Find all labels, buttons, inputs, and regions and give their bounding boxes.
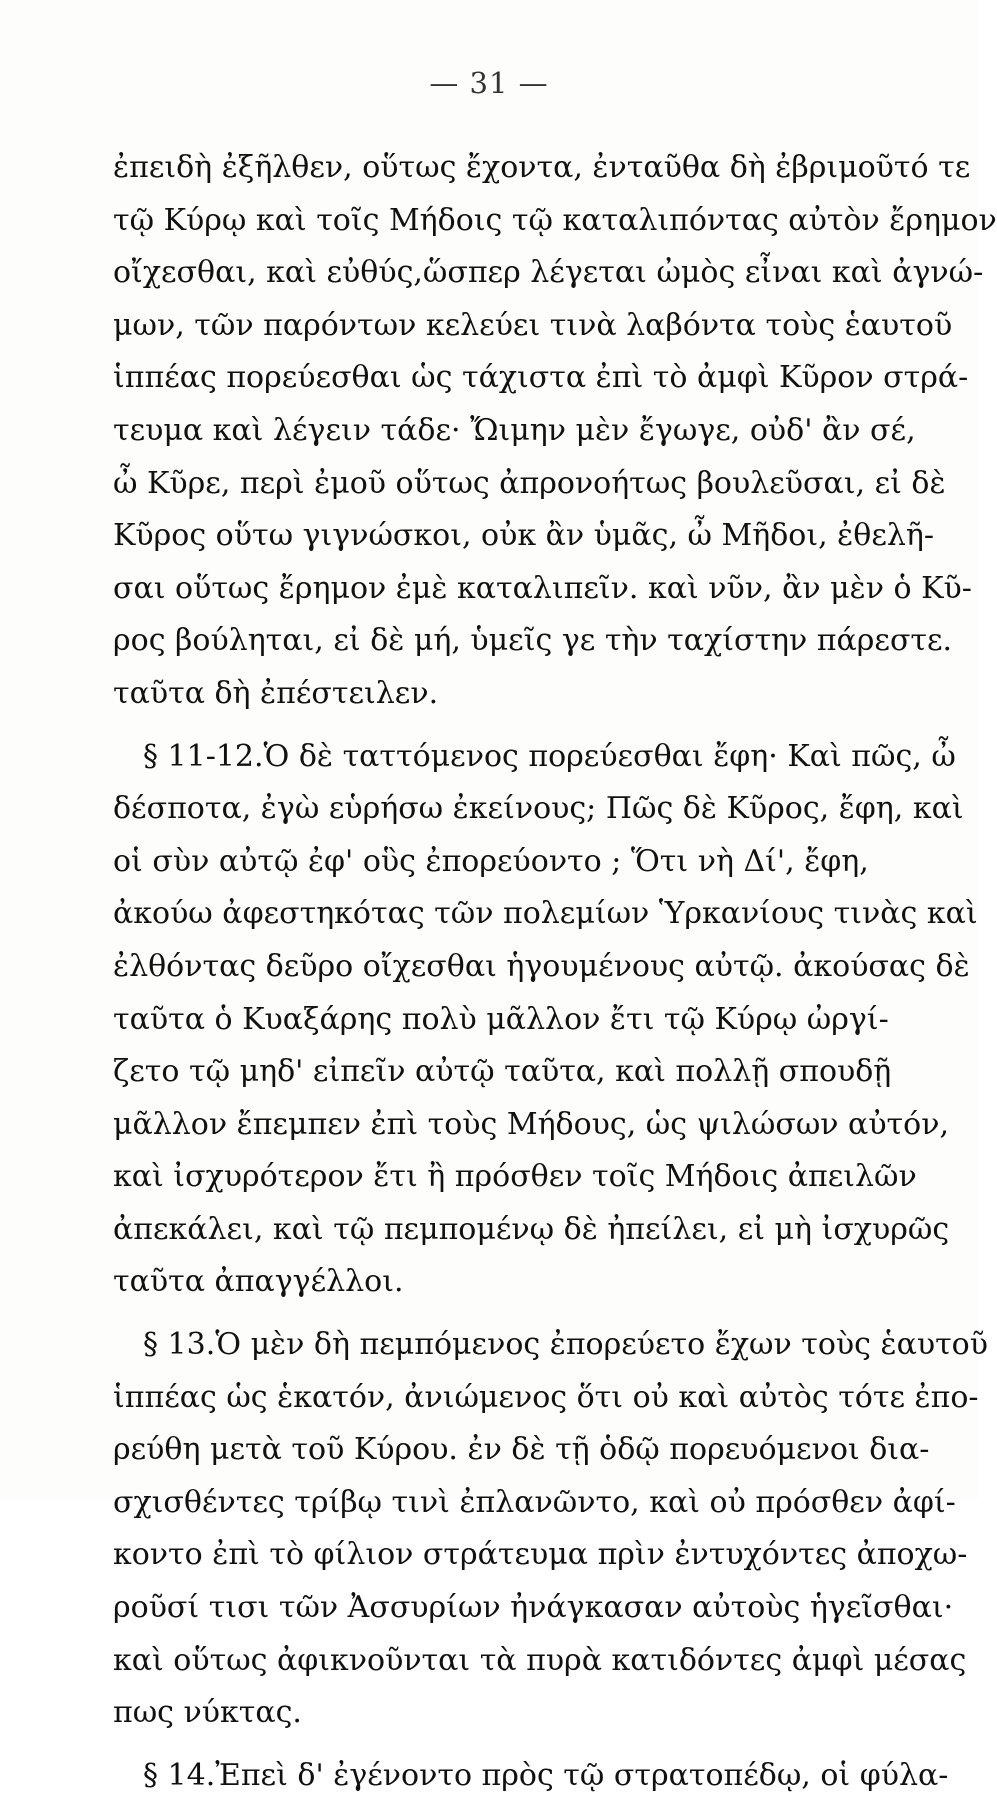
text-line: ζετο τῷ μηδ' εἰπεῖν αὐτῷ ταῦτα, καὶ πολλῇ σπουδῇ — [113, 1054, 892, 1090]
text-line: τῷ Κύρῳ καὶ τοῖς Μήδοις τῷ καταλιπόντας αὐτὸν ἔρημον — [113, 202, 997, 238]
text-line: σχισθέντες τρίβῳ τινὶ ἐπλανῶντο, καὶ οὐ πρόσθεν ἀφί- — [113, 1484, 956, 1520]
text-line: καὶ οὕτως ἀφικνοῦνται τὰ πυρὰ κατιδόντες ἀμφὶ μέσας — [113, 1642, 967, 1678]
text-line: οἱ σὺν αὐτῷ ἐφ' οὓς ἐπορεύοντο ; Ὅτι νὴ Δί', ἔφη, — [113, 843, 869, 879]
text-line: κοντο ἐπὶ τὸ φίλιον στράτευμα πρὶν ἐντυχόντες ἀποχω- — [113, 1537, 968, 1573]
text-line: ἐπειδὴ ἐξῆλθεν, οὕτως ἔχοντα, ἐνταῦθα δὴ ἐβριμοῦτό τε — [113, 150, 971, 185]
text-line: Κῦρος οὕτω γιγνώσκοι, οὐκ ἂν ὑμᾶς, ὦ Μῆδοι, ἐθελῆ- — [113, 518, 934, 554]
text-line: ταῦτα ὁ Κυαξάρης πολὺ μᾶλλον ἔτι τῷ Κύρῳ ὠργί- — [113, 1001, 889, 1037]
paragraph-end-line: ταῦτα δὴ ἐπέστειλεν. — [113, 675, 439, 711]
text-line: μων, τῶν παρόντων κελεύει τινὰ λαβόντα τοὺς ἑαυτοῦ — [113, 307, 953, 343]
text-line: δέσποτα, ἐγὼ εὑρήσω ἐκείνους; Πῶς δὲ Κῦρος, ἔφη, καὶ — [113, 791, 964, 827]
text-line: τευμα καὶ λέγειν τάδε· Ὤιμην μὲν ἔγωγε, οὐδ' ἂν σέ, — [113, 412, 916, 448]
text-line: ροῦσί τισι τῶν Ἀσσυρίων ἠνάγκασαν αὐτοὺς ἡγεῖσθαι· — [113, 1590, 954, 1626]
text-line: ἐλθόντας δεῦρο οἴχεσθαι ἡγουμένους αὐτῷ. ἀκούσας δὲ — [113, 948, 970, 984]
text-line: ἱππέας ὡς ἑκατόν, ἀνιώμενος ὅτι οὐ καὶ αὐτὸς τότε ἐπο- — [113, 1379, 979, 1415]
text-line: καὶ ἰσχυρότερον ἔτι ἢ πρόσθεν τοῖς Μήδοις ἀπειλῶν — [113, 1159, 917, 1195]
text-line: ὦ Κῦρε, περὶ ἐμοῦ οὕτως ἀπρονοήτως βουλεῦσαι, εἰ δὲ — [113, 465, 946, 501]
text-line: οἴχεσθαι, καὶ εὐθύς,ὥσπερ λέγεται ὠμὸς εἶναι καὶ ἀγνώ- — [113, 255, 984, 291]
text-line: ἱππέας πορεύεσθαι ὡς τάχιστα ἐπὶ τὸ ἀμφὶ Κῦρον στρά- — [113, 360, 969, 396]
body-text — [113, 142, 997, 1802]
text-line: ρος βούληται, εἰ δὲ μή, ὑμεῖς γε τὴν ταχίστην πάρεστε. — [113, 623, 953, 659]
page-number: — 31 — — [429, 66, 549, 100]
section-heading-line: § 11-12.Ὁ δὲ ταττόμενος πορεύεσθαι ἔφη· Καὶ πῶς, ὦ — [143, 738, 956, 774]
text-line: μᾶλλον ἔπεμπεν ἐπὶ τοὺς Μήδους, ὡς ψιλώσων αὐτόν, — [113, 1106, 949, 1142]
text-line: ἀκούω ἀφεστηκότας τῶν πολεμίων Ὑρκανίους τινὰς καὶ — [113, 896, 978, 932]
paragraph-end-line: ταῦτα ἀπαγγέλλοι. — [113, 1264, 404, 1300]
text-line: ρεύθη μετὰ τοῦ Κύρου. ἐν δὲ τῇ ὁδῷ πορευόμενοι δια- — [113, 1432, 930, 1468]
section-heading-line: § 13.Ὁ μὲν δὴ πεμπόμενος ἐπορεύετο ἔχων τοὺς ἑαυτοῦ — [143, 1327, 988, 1363]
section-heading-line: § 14.Ἐπεὶ δ' ἐγένοντο πρὸς τῷ στρατοπέδῳ, οἱ φύλα- — [143, 1757, 949, 1793]
paragraph-end-line: πως νύκτας. — [113, 1695, 302, 1731]
text-line: σαι οὕτως ἔρημον ἐμὲ καταλιπεῖν. καὶ νῦν, ἂν μὲν ὁ Κῦ- — [113, 570, 972, 606]
text-line: ἀπεκάλει, καὶ τῷ πεμπομένῳ δὲ ἠπείλει, εἰ μὴ ἰσχυρῶς — [113, 1211, 950, 1247]
